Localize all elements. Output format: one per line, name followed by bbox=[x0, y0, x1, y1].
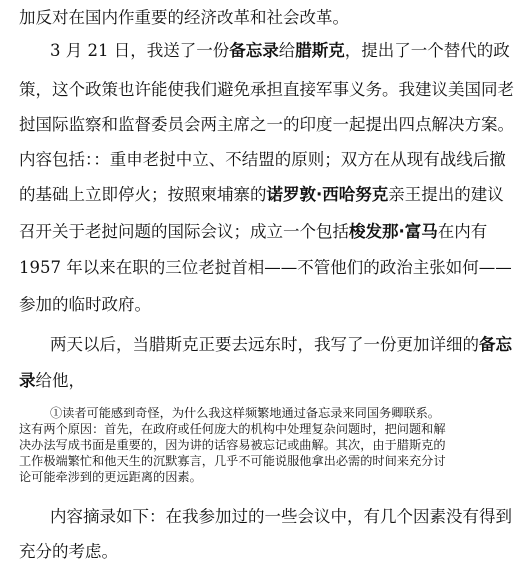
bold-term: 备忘 bbox=[479, 335, 512, 354]
body-line bbox=[19, 8, 521, 28]
text-run: ，提出了一个替代的政 bbox=[344, 41, 510, 60]
text-run: 3 月 21 日，我送了一份 bbox=[50, 41, 230, 60]
body-line bbox=[19, 150, 521, 170]
text-run: 加反对在国内作重要的经济改革和社会改革。 bbox=[19, 8, 349, 27]
footnote-line: 论可能牵涉到的更远距离的因素。 bbox=[19, 470, 202, 484]
text-run: 两天以后，当腊斯克正要去远东时，我写了一份更加详细的 bbox=[50, 335, 479, 354]
bold-term: 诺罗敦·西哈努克 bbox=[266, 185, 389, 204]
bold-term: 备忘录 bbox=[229, 41, 279, 60]
footnote-line: 这有两个原因：首先，在政府或任何庞大的机构中处理复杂问题时，把问题和解 bbox=[19, 422, 446, 436]
text-run: 内容摘录如下：在我参加过的一些会议中，有几个因素没有得到 bbox=[50, 507, 512, 526]
text-run: 1957 年以来在职的三位老挝首相——不管他们的政治主张如何—— bbox=[19, 258, 512, 277]
body-line bbox=[19, 185, 521, 205]
text-run: 在内有 bbox=[437, 222, 488, 241]
body-line bbox=[19, 258, 521, 278]
text-run: 内容包括：：重申老挝中立、不结盟的原则；双方在从现有战线后撤 bbox=[19, 150, 506, 169]
bold-term: 梭发那·富马 bbox=[349, 222, 438, 241]
text-run: 给他， bbox=[35, 371, 85, 390]
body-line bbox=[50, 507, 521, 527]
body-line bbox=[19, 222, 521, 242]
footnote-line: 工作极端繁忙和他天生的沉默寡言，几乎不可能说服他拿出必需的时间来充分讨 bbox=[19, 454, 446, 468]
text-run: 策，这个政策也许能使我们避免承担直接军事义务。我建议美国同老 bbox=[19, 80, 514, 99]
text-run: 的基础上立即停火；按照柬埔寨的 bbox=[19, 185, 267, 204]
body-line bbox=[50, 335, 521, 355]
body-line bbox=[19, 80, 521, 100]
text-run: 参加的临时政府。 bbox=[19, 295, 151, 314]
footnote-line: 决办法写成书面是重要的，因为讲的话容易被忘记或曲解。其次，由于腊斯克的 bbox=[19, 438, 446, 452]
text-run: 给 bbox=[278, 41, 296, 60]
body-line bbox=[19, 542, 521, 562]
body-line bbox=[50, 41, 521, 61]
text-run: 亲王提出的建议 bbox=[388, 185, 504, 204]
text-run: 挝国际监察和监督委员会两主席之一的印度一起提出四点解决方案。 bbox=[19, 115, 514, 134]
body-line bbox=[19, 371, 521, 391]
footnote-line: ①读者可能感到奇怪，为什么我这样频繁地通过备忘录来同国务卿联系。 bbox=[50, 406, 440, 420]
bold-term: 录 bbox=[19, 371, 36, 390]
body-line bbox=[19, 295, 521, 315]
text-run: 充分的考虑。 bbox=[19, 542, 118, 561]
body-line bbox=[19, 115, 521, 135]
text-run: 召开关于老挝问题的国际会议；成立一个包括 bbox=[19, 222, 349, 241]
bold-term: 腊斯克 bbox=[295, 41, 345, 60]
